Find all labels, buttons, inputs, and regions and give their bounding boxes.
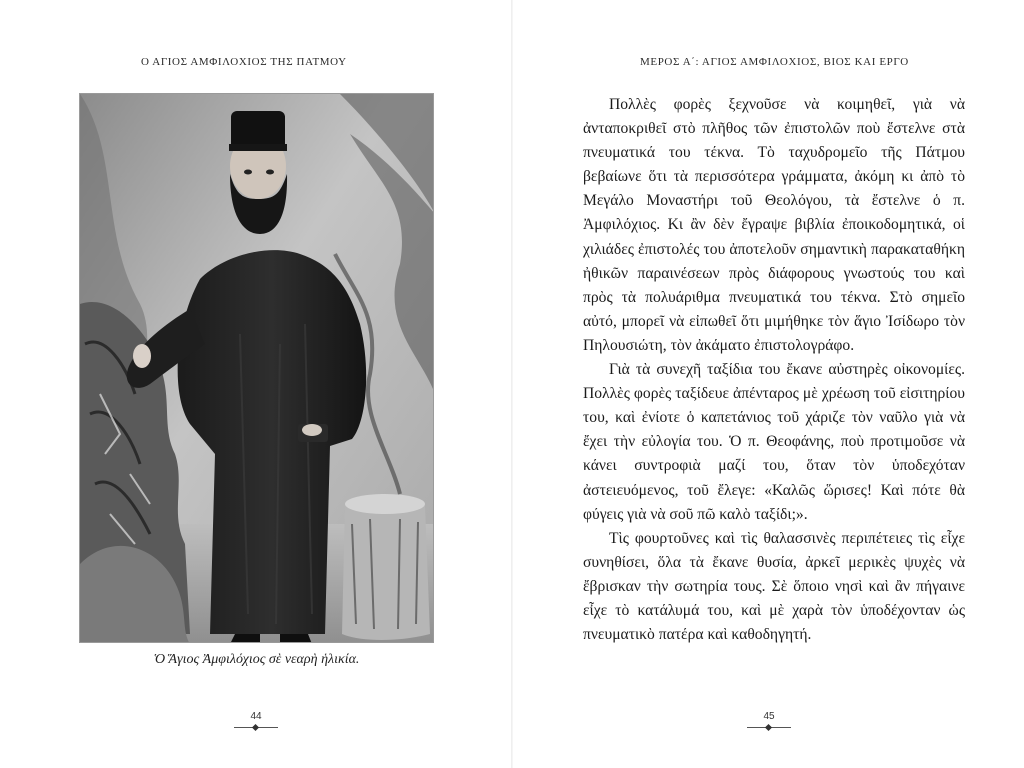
page-number-44: 44 <box>250 711 262 722</box>
paragraph-3: Τὶς φουρτοῦνες καὶ τὶς θαλασσινὲς περιπέτειες τὶς εἶχε συνηθίσει, ὅλα τὰ ἔκανε θυσία, ἀρκεῖ μερικὲς ψυχὲς νὰ ἔβρισκαν τὴν σωτηρία τους. Σὲ ὅποιο νησὶ καὶ ἂν πήγαινε εἶχε τὸ κατάλυμά του, καὶ μὲ χαρὰ τὸν ὑποδέχονταν ὡς πνευματικὸ πατέρα καὶ καθοδηγητή. <box>583 529 965 644</box>
right-page <box>512 0 1024 768</box>
portrait-photo <box>79 93 434 643</box>
left-running-head: Ο ΑΓΙΟΣ ΑΜΦΙΛΟΧΙΟΣ ΤΗΣ ΠΑΤΜΟΥ <box>141 56 347 68</box>
page-number-45: 45 <box>763 711 775 722</box>
folio-ornament <box>747 725 791 731</box>
paragraph-2: Γιὰ τὰ συνεχῆ ταξίδια του ἔκανε αὐστηρὲς οἰκονομίες. Πολλὲς φορὲς ταξίδευε ἀπένταρος μὲ χρέωση τοῦ εἰσιτηρίου του, καὶ ἐνίοτε ὁ καπετάνιος τοῦ χάριζε τὸν ναῦλο γιὰ νὰ ἔχει τὴν εὐλογία του. Ὁ π. Θεοφάνης, ποὺ προτιμοῦσε νὰ κάνει συντροφιὰ μαζί του, ὅταν τὸν ὑποδεχόταν ἀστειευόμενος, τοῦ ἔλεγε: «Καλῶς ὥρισες! Καὶ πότε θὰ φύγεις γιὰ νὰ σοῦ πῶ καλὸ ταξίδι;». <box>583 361 965 523</box>
paragraph-1: Πολλὲς φορὲς ξεχνοῦσε νὰ κοιμηθεῖ, γιὰ νὰ ἀνταποκριθεῖ στὸ πλῆθος τῶν ἐπιστολῶν ποὺ ἔστελνε στὰ πνευματικά του τέκνα. Τὸ ταχυδρομεῖο τῆς Πάτμου βεβαίωνε ὅτι τὰ περισσότερα γράμματα, ἀκόμη κι ἀπὸ τὸ Μεγάλο Μοναστήρι τοῦ Θεολόγου, τὰ ἔστελνε ὁ π. Ἀμφιλόχιος. Κι ἂν δὲν ἔγραψε βιβλία ἐποικοδομητικά, οἱ χιλιάδες ἐπιστολές του ἀποτελοῦν σημαντικὴ παρακαταθήκη ἠθικῶν παραινέσεων πρὸς διάφορους γνωστούς του καὶ πρὸς τὰ πολυάριθμα πνευματικά του τέκνα. Στὸ σημεῖο αὐτό, μπορεῖ νὰ εἰπωθεῖ ὅτι μιμήθηκε τὸν ἅγιο Ἰσίδωρο τὸν Πηλουσιώτη, τὸν ἀκάματο ἐπιστολογράφο. <box>583 96 965 354</box>
left-page-number <box>226 711 286 731</box>
right-running-head: ΜΕΡΟΣ Α΄: ΑΓΙΟΣ ΑΜΦΙΛΟΧΙΟΣ, ΒΙΟΣ ΚΑΙ ΕΡΓΟ <box>640 56 909 68</box>
right-page-number <box>739 711 799 731</box>
photo-caption: Ὁ Ἅγιος Ἀμφιλόχιος σὲ νεαρὴ ἡλικία. <box>153 652 360 667</box>
body-text <box>583 93 965 647</box>
folio-ornament <box>234 725 278 731</box>
